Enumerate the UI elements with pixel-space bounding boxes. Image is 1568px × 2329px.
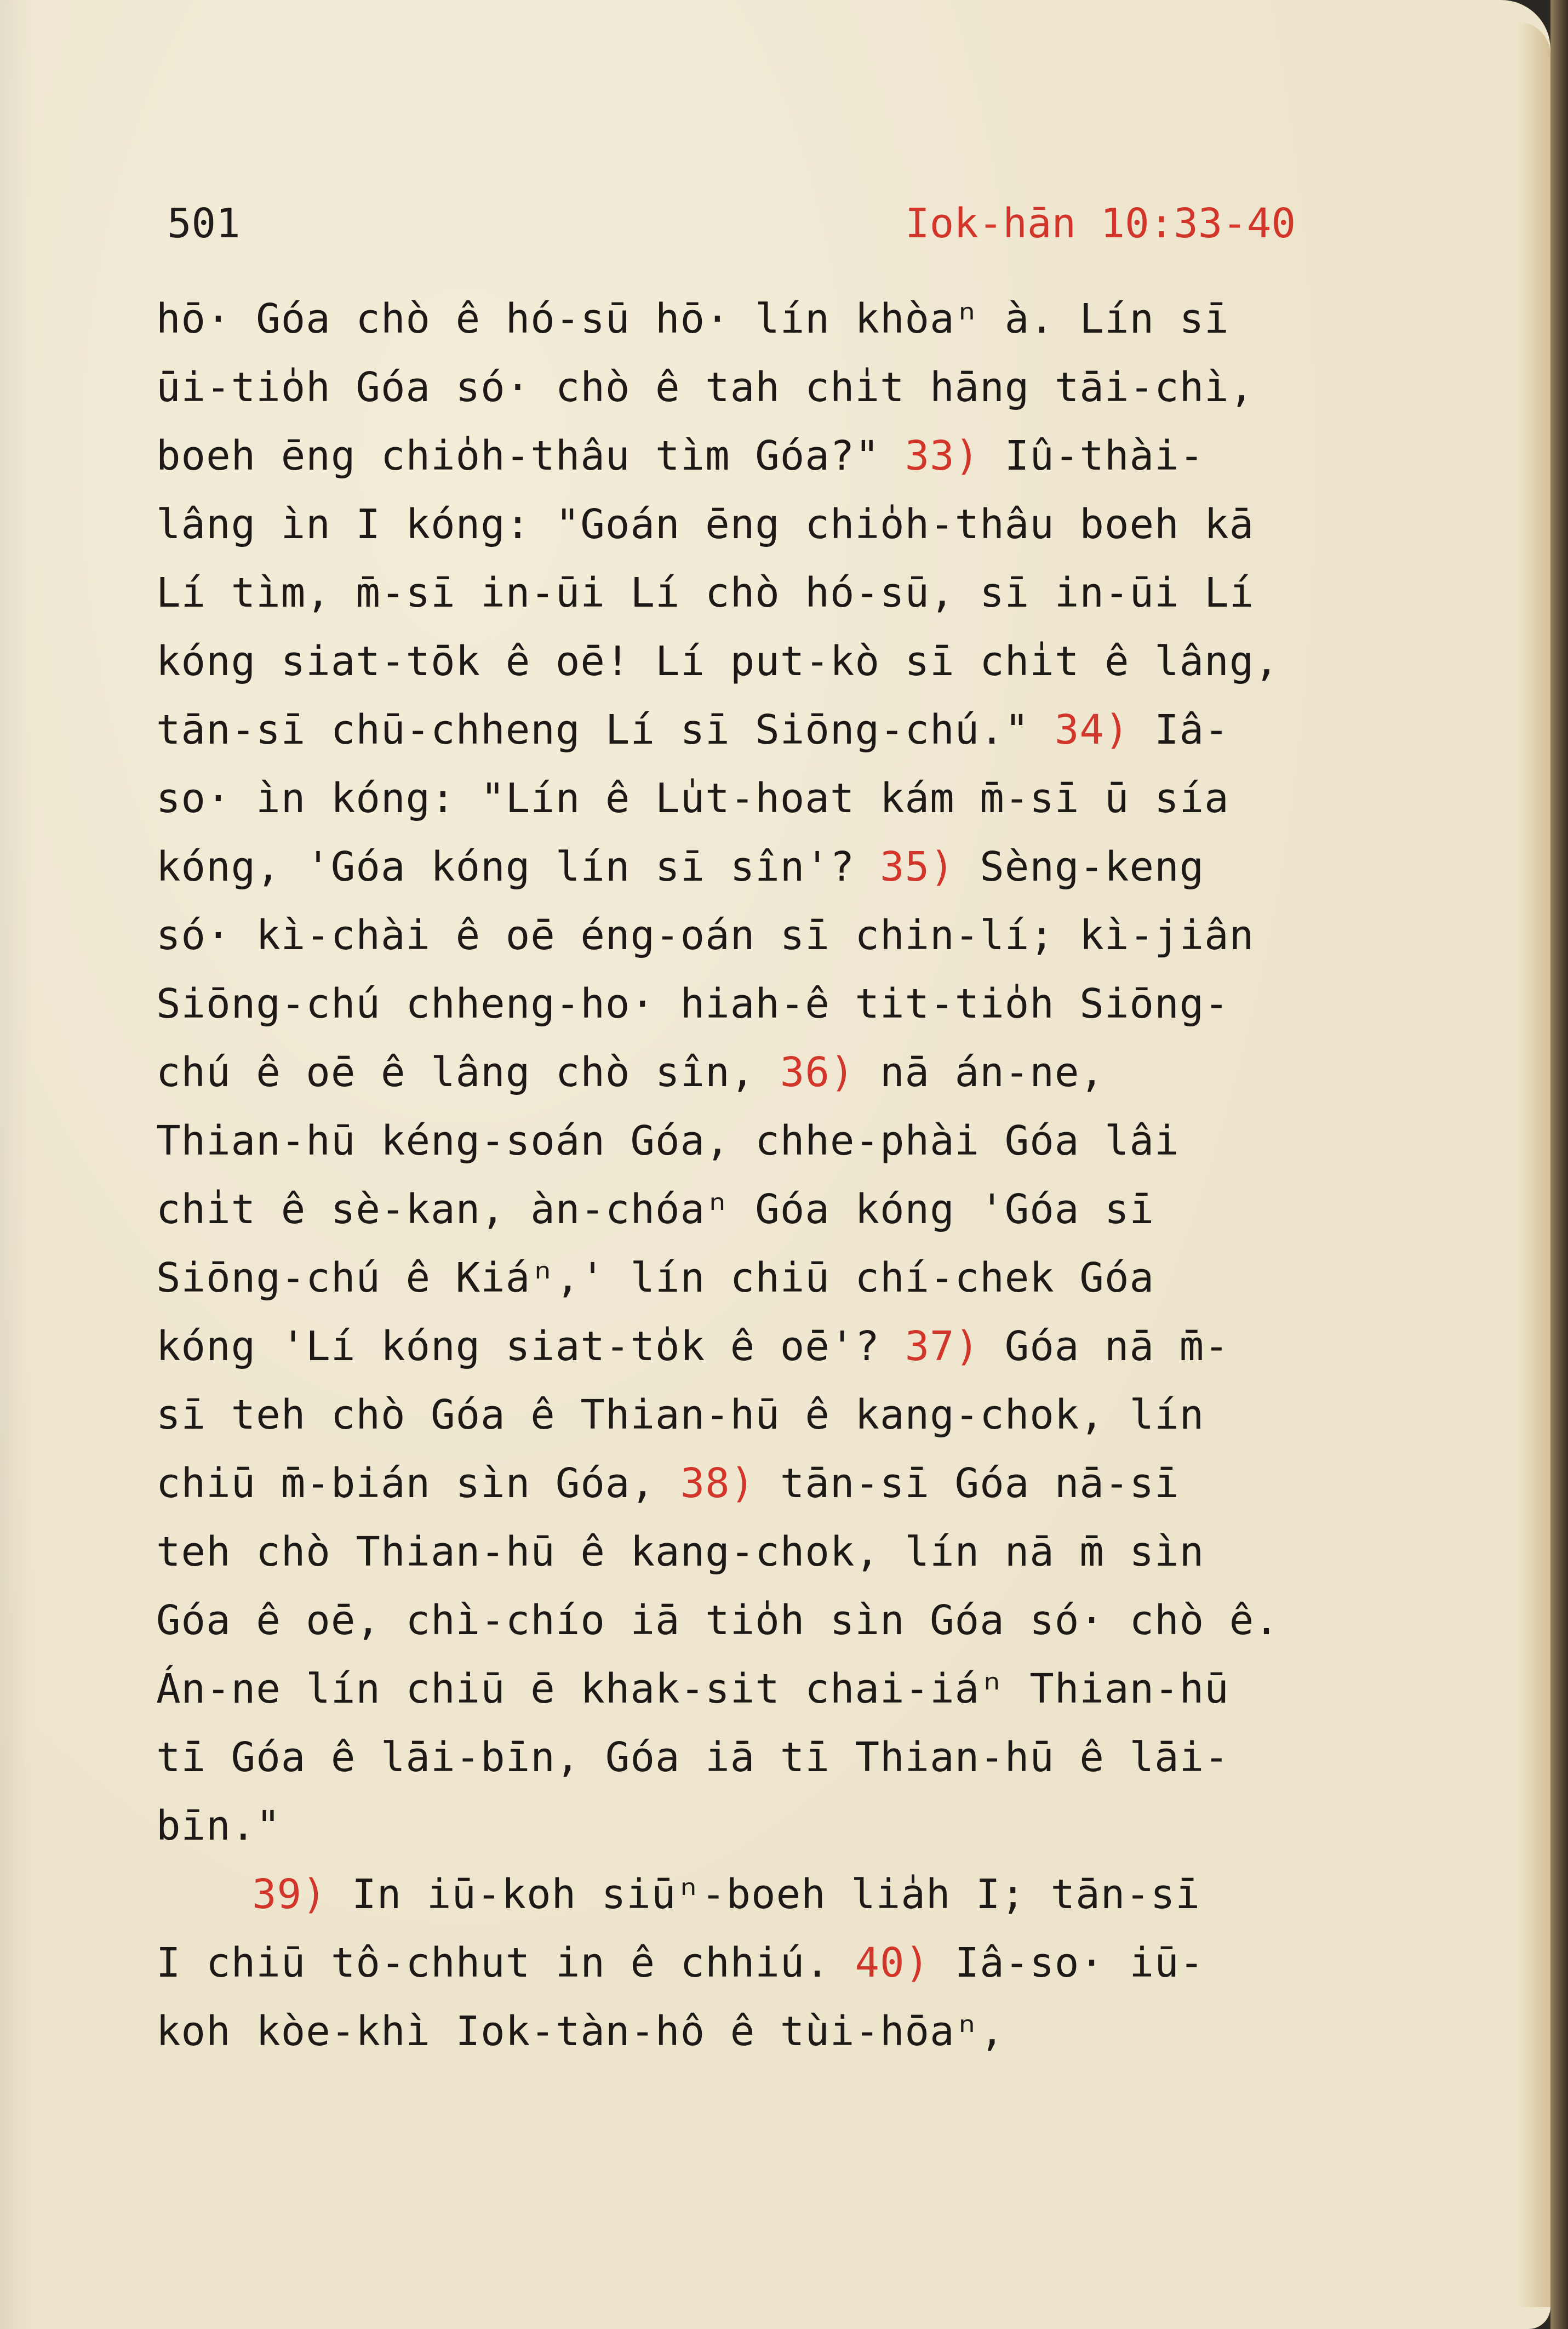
text-segment: Siōng-chú ê Kiáⁿ,' lín chiū chí-chek Góa (156, 1254, 1155, 1302)
text-segment: In iū-koh siūⁿ-boeh lia̍h I; tān-sī (327, 1871, 1200, 1918)
page-edge-shading (1518, 22, 1550, 2307)
text-line (156, 1518, 1416, 1586)
verse-number: 33) (905, 432, 980, 480)
text-line (156, 559, 1416, 627)
text-line (156, 627, 1416, 696)
running-head: Iok-hān 10:33-40 (905, 200, 1296, 247)
text-segment: so· ìn kóng: "Lín ê Lu̍t-hoat kám m̄-sī ū sía (156, 775, 1229, 822)
text-segment: Lí tìm, m̄-sī in-ūi Lí chò hó-sū, sī in-ūi Lí (156, 569, 1255, 616)
text-segment: kóng, 'Góa kóng lín sī sîn'? (156, 843, 880, 891)
text-segment: chú ê oē ê lâng chò sîn, (156, 1049, 780, 1096)
verse-number: 39) (252, 1871, 327, 1918)
text-segment: Góa nā m̄- (980, 1323, 1229, 1370)
text-segment: kóng siat-tōk ê oē! Lí put-kò sī chi̍t ê lâng, (156, 638, 1279, 685)
text-segment: Thian-hū kéng-soán Góa, chhe-phài Góa lâi (156, 1117, 1180, 1164)
text-line (156, 833, 1416, 901)
text-segment: Án-ne lín chiū ē khak-sit chai-iáⁿ Thian-hū (156, 1665, 1229, 1713)
text-line (156, 1107, 1416, 1175)
text-line (156, 901, 1416, 970)
text-line (156, 1312, 1416, 1381)
text-segment: só· kì-chài ê oē éng-oán sī chin-lí; kì-jiân (156, 912, 1255, 959)
text-segment: chiū m̄-bián sìn Góa, (156, 1460, 680, 1507)
text-line (156, 1655, 1416, 1723)
text-line (156, 422, 1416, 490)
text-line (156, 1038, 1416, 1107)
text-segment: sī teh chò Góa ê Thian-hū ê kang-chok, lín (156, 1391, 1205, 1438)
text-line (156, 970, 1416, 1038)
verse-number: 35) (880, 843, 955, 891)
text-segment: kóng 'Lí kóng siat-to̍k ê oē'? (156, 1323, 905, 1370)
verse-number: 36) (780, 1049, 855, 1096)
text-line (156, 1175, 1416, 1244)
text-line (156, 1723, 1416, 1792)
book-spine-edge (1550, 0, 1568, 2329)
text-segment: Iâ- (1129, 706, 1229, 754)
text-segment: Sèng-keng (954, 843, 1205, 891)
text-segment: tān-sī Góa nā-sī (755, 1460, 1180, 1507)
text-line (156, 1449, 1416, 1518)
text-line (156, 1586, 1416, 1655)
verse-number: 34) (1054, 706, 1130, 754)
text-line (156, 353, 1416, 422)
text-segment: teh chò Thian-hū ê kang-chok, lín nā m̄ sìn (156, 1528, 1205, 1576)
text-segment: boeh ēng chio̍h-thâu tìm Góa?" (156, 432, 905, 480)
text-segment: Iâ-so· iū- (930, 1939, 1205, 1987)
text-segment: nā án-ne, (855, 1049, 1105, 1096)
text-segment: Iû-thài- (980, 432, 1205, 480)
verse-number: 37) (905, 1323, 980, 1370)
text-segment: chi̍t ê sè-kan, àn-chóaⁿ Góa kóng 'Góa sī (156, 1186, 1155, 1233)
scripture-text (156, 285, 1416, 2066)
text-line (156, 1244, 1416, 1312)
text-segment: tān-sī chū-chheng Lí sī Siōng-chú." (156, 706, 1055, 754)
text-segment: hō· Góa chò ê hó-sū hō· lín khòaⁿ à. Lín sī (156, 295, 1229, 342)
text-line (156, 285, 1416, 353)
text-segment: koh kòe-khì Iok-tàn-hô ê tùi-hōaⁿ, (156, 2008, 1005, 2055)
verse-number: 38) (680, 1460, 756, 1507)
text-line (156, 1381, 1416, 1449)
text-line (156, 764, 1416, 833)
text-segment: I chiū tô-chhut in ê chhiú. (156, 1939, 855, 1987)
text-segment: Góa ê oē, chì-chío iā tio̍h sìn Góa só· chò ê. (156, 1597, 1279, 1644)
text-line (156, 1792, 1416, 1860)
text-line (156, 1997, 1416, 2066)
text-line (156, 490, 1416, 559)
text-segment: Siōng-chú chheng-ho· hiah-ê tit-tio̍h Siōng- (156, 980, 1229, 1028)
page-number: 501 (167, 200, 241, 247)
text-segment: tī Góa ê lāi-bīn, Góa iā tī Thian-hū ê lāi- (156, 1734, 1229, 1781)
verse-number: 40) (855, 1939, 930, 1987)
text-segment: lâng ìn I kóng: "Goán ēng chio̍h-thâu boeh kā (156, 501, 1255, 548)
text-line (156, 696, 1416, 764)
text-line (156, 1929, 1416, 1997)
text-segment: ūi-tio̍h Góa só· chò ê tah chi̍t hāng tāi-chì, (156, 364, 1255, 411)
text-line (156, 1860, 1416, 1929)
page-header (167, 200, 1296, 260)
text-segment: bīn." (156, 1802, 281, 1850)
